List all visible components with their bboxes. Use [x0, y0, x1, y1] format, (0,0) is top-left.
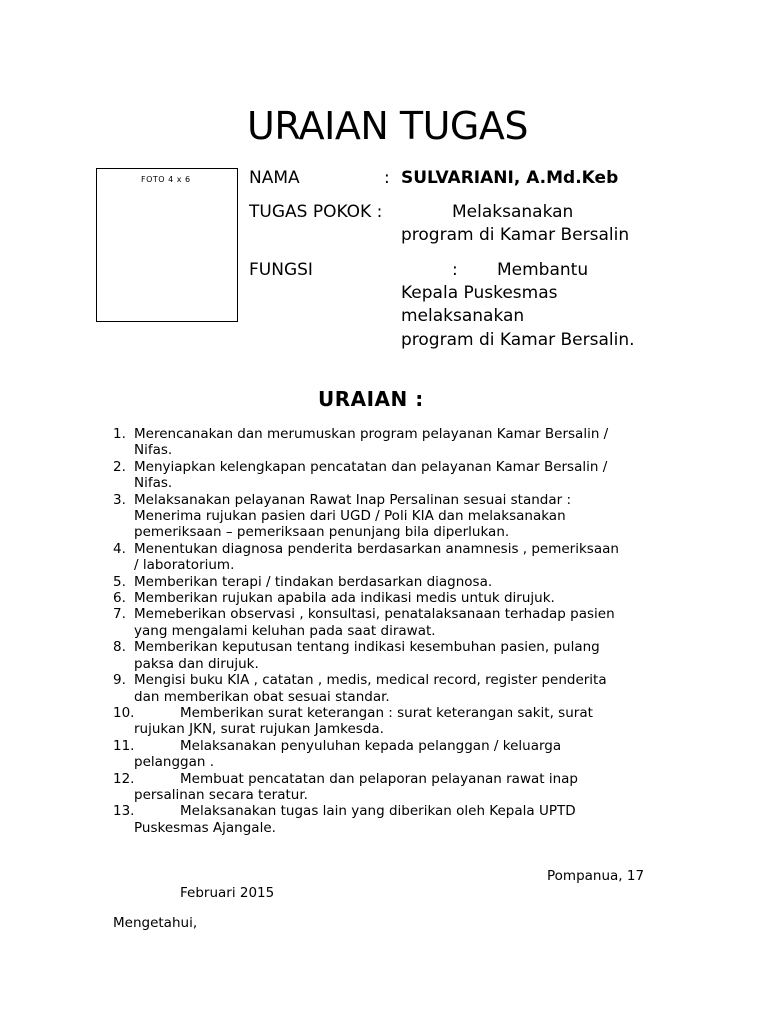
- item-text: Memberikan rujukan apabila ada indikasi medis untuk dirujuk.: [134, 590, 555, 607]
- uraian-heading: URAIAN :: [318, 387, 424, 411]
- fungsi-label: FUNGSI: [249, 260, 313, 280]
- item-text: Memberikan keputusan tentang indikasi kesembuhan pasien, pulang: [134, 639, 600, 656]
- list-item: [113, 426, 693, 459]
- item-text: yang mengalami keluhan pada saat dirawat.: [134, 622, 436, 639]
- item-text: Merencanakan dan merumuskan program pelayanan Kamar Bersalin /: [134, 426, 609, 442]
- page-title: URAIAN TUGAS: [247, 104, 528, 148]
- tugas-pokok-line1: Melaksanakan: [452, 202, 574, 222]
- list-item: [113, 738, 693, 771]
- list-item: [113, 606, 693, 639]
- item-number: 8.: [113, 639, 126, 656]
- item-number: 1.: [113, 426, 126, 442]
- item-text: dan memberikan obat sesuai standar.: [134, 688, 390, 705]
- list-item: [113, 459, 693, 492]
- item-text: Melaksanakan pelayanan Rawat Inap Persalinan sesuai standar :: [134, 491, 572, 508]
- item-number: 12.: [113, 770, 135, 787]
- place-date-line1: Pompanua, 17: [547, 868, 645, 884]
- item-number: 6.: [113, 590, 126, 607]
- item-text: paksa dan dirujuk.: [134, 655, 259, 672]
- list-item: [113, 541, 693, 574]
- item-text: Membuat pencatatan dan pelaporan pelayanan rawat inap: [180, 770, 578, 787]
- item-text: Nifas.: [134, 475, 173, 492]
- list-item: [113, 590, 693, 606]
- item-number: 4.: [113, 540, 126, 557]
- item-number: 3.: [113, 491, 126, 508]
- nama-value: SULVARIANI, A.Md.Keb: [401, 168, 619, 188]
- item-text: Menentukan diagnosa penderita berdasarkan anamnesis , pemeriksaan: [134, 540, 619, 557]
- item-text: Menerima rujukan pasien dari UGD / Poli KIA dan melaksanakan: [134, 508, 566, 525]
- item-text: Memberikan surat keterangan : surat keterangan sakit, surat: [180, 704, 593, 721]
- item-number: 11.: [113, 737, 135, 754]
- item-text: persalinan secara teratur.: [134, 786, 308, 803]
- photo-label: FOTO 4 x 6: [141, 175, 191, 184]
- nama-label: NAMA: [249, 168, 300, 188]
- photo-placeholder: [96, 168, 238, 322]
- list-item: [113, 705, 693, 738]
- item-number: 10.: [113, 704, 135, 721]
- list-item: [113, 492, 693, 541]
- fungsi-line4: program di Kamar Bersalin.: [401, 330, 635, 350]
- item-text: Menyiapkan kelengkapan pencatatan dan pelayanan Kamar Bersalin /: [134, 458, 608, 475]
- item-number: 5.: [113, 573, 126, 590]
- place-date-line2: Februari 2015: [180, 885, 275, 901]
- list-item: [113, 574, 693, 590]
- tugas-pokok-label: TUGAS POKOK :: [249, 202, 383, 222]
- item-text: pemeriksaan – pemeriksaan penunjang bila diperlukan.: [134, 524, 510, 541]
- fungsi-colon: :: [452, 260, 458, 280]
- list-item: [113, 803, 693, 836]
- item-text: / laboratorium.: [134, 557, 235, 574]
- item-text: Mengisi buku KIA , catatan , medis, medical record, register penderita: [134, 672, 607, 689]
- item-text: Melaksanakan tugas lain yang diberikan oleh Kepala UPTD: [180, 803, 576, 820]
- item-number: 7.: [113, 606, 126, 623]
- item-number: 9.: [113, 672, 126, 689]
- item-text: Memberikan terapi / tindakan berdasarkan diagnosa.: [134, 573, 493, 590]
- list-item: [113, 639, 693, 672]
- item-number: 13.: [113, 803, 135, 820]
- item-number: 2.: [113, 458, 126, 475]
- list-item: [113, 672, 693, 705]
- tugas-pokok-line2: program di Kamar Bersalin: [401, 225, 630, 245]
- acknowledgement-label: Mengetahui,: [113, 915, 198, 931]
- item-text: rujukan JKN, surat rujukan Jamkesda.: [134, 721, 384, 738]
- fungsi-line1: Membantu: [497, 260, 589, 280]
- item-text: Nifas.: [134, 442, 173, 459]
- list-item: [113, 771, 693, 804]
- item-text: Melaksanakan penyuluhan kepada pelanggan / keluarga: [180, 737, 562, 754]
- item-text: pelanggan .: [134, 754, 215, 771]
- fungsi-line3: melaksanakan: [401, 306, 525, 326]
- task-list: [113, 426, 693, 836]
- item-text: Puskesmas Ajangale.: [134, 819, 276, 836]
- nama-colon: :: [384, 168, 390, 188]
- item-text: Memeberikan observasi , konsultasi, penatalaksanaan terhadap pasien: [134, 606, 615, 623]
- fungsi-line2: Kepala Puskesmas: [401, 283, 558, 303]
